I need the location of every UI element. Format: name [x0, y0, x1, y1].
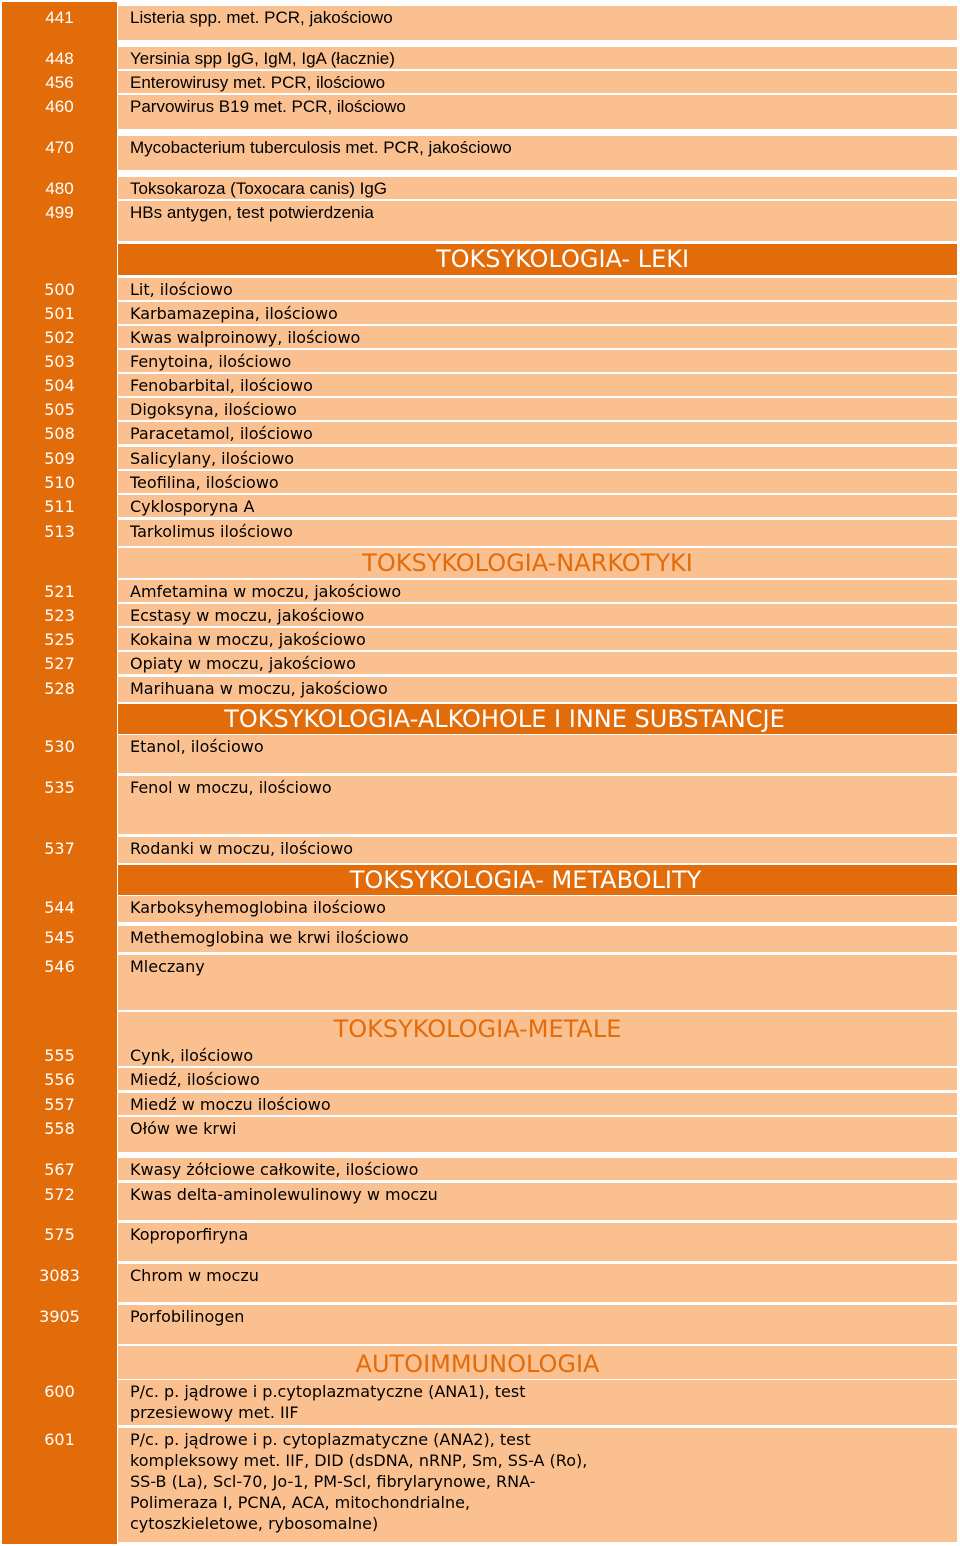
test-name: HBs antygen, test potwierdzenia: [130, 203, 374, 222]
section-header: [118, 865, 957, 895]
test-code: 555: [44, 1046, 75, 1065]
test-code: 513: [44, 522, 75, 541]
table-row: [0, 422, 960, 446]
table-row: [0, 495, 960, 519]
test-code: 500: [44, 280, 75, 299]
test-name: Porfobilinogen: [130, 1307, 245, 1326]
test-code: 505: [44, 400, 75, 419]
table-row: [0, 837, 960, 865]
section-header: [118, 1346, 957, 1379]
table-row: [0, 1044, 960, 1068]
test-code: 523: [44, 606, 75, 625]
table-row: [0, 1428, 960, 1544]
test-code: 510: [44, 473, 75, 492]
table-row: [0, 604, 960, 628]
table-row: [0, 1117, 960, 1154]
test-code: 456: [45, 73, 74, 92]
table-row: [0, 1183, 960, 1222]
table-row: [0, 776, 960, 836]
test-name: Chrom w moczu: [130, 1266, 259, 1285]
test-name: Mleczany: [130, 957, 205, 976]
table-row: [0, 896, 960, 924]
test-code: 3083: [39, 1266, 80, 1285]
test-name: P/c. p. jądrowe i p.cytoplazmatyczne (ANA1), test przesiewowy met. IIF: [130, 1382, 526, 1422]
table-row: [0, 201, 960, 243]
section-header: [118, 1012, 957, 1044]
test-name: Mycobacterium tuberculosis met. PCR, jakościowo: [130, 138, 512, 157]
test-code: 546: [44, 957, 75, 976]
test-name: Karbamazepina, ilościowo: [130, 304, 338, 323]
table-row: [0, 1264, 960, 1304]
test-code: 530: [44, 737, 75, 756]
test-code: 470: [45, 138, 74, 157]
table-row: [0, 47, 960, 71]
table-row: [0, 471, 960, 495]
test-code: 544: [44, 898, 75, 917]
table-row: [0, 628, 960, 652]
table-row: [0, 955, 960, 1012]
table-row: [0, 326, 960, 350]
table-row: [0, 350, 960, 374]
test-code: 504: [44, 376, 75, 395]
test-name: P/c. p. jądrowe i p. cytoplazmatyczne (ANA2), test kompleksowy met. IIF, DID (dsDNA, nRNP, Sm, SS-A (Ro), SS-B (La), Scl-70, Jo-1, PM-Scl, fibrylarynowe, RNA-Polimeraza I, PCNA, ACA, mitochondrialne, cytoszkieletowe, rybosomalne): [130, 1430, 588, 1533]
test-code: 528: [44, 679, 75, 698]
test-name: Salicylany, ilościowo: [130, 449, 295, 468]
test-name: Kwas walproinowy, ilościowo: [130, 328, 361, 347]
test-code: 600: [44, 1382, 75, 1401]
test-code: 3905: [39, 1307, 80, 1326]
section-title: TOKSYKOLOGIA-METALE: [333, 1015, 622, 1043]
section-title: TOKSYKOLOGIA- METABOLITY: [349, 866, 702, 894]
test-code: 567: [44, 1160, 75, 1179]
table-row: [0, 677, 960, 704]
table-row: [0, 1380, 960, 1427]
test-name: Miedź, ilościowo: [130, 1070, 260, 1089]
table-row: [0, 1158, 960, 1182]
test-code: 499: [45, 203, 74, 222]
section-header: [118, 704, 957, 734]
table-row: [0, 95, 960, 131]
section-title: TOKSYKOLOGIA-ALKOHOLE I INNE SUBSTANCJE: [224, 705, 785, 733]
table-row: [0, 580, 960, 604]
test-code: 502: [44, 328, 75, 347]
test-name: Kokaina w moczu, jakościowo: [130, 630, 366, 649]
table-row: [0, 652, 960, 676]
test-name: Fenobarbital, ilościowo: [130, 376, 313, 395]
test-name: Listeria spp. met. PCR, jakościowo: [130, 8, 393, 27]
test-code: 480: [45, 179, 74, 198]
table-row: [0, 6, 960, 42]
test-code: 558: [44, 1119, 75, 1138]
test-name: Karboksyhemoglobina ilościowo: [130, 898, 386, 917]
test-code: 601: [44, 1430, 75, 1449]
test-code: 527: [44, 654, 75, 673]
test-name: Lit, ilościowo: [130, 280, 233, 299]
test-code: 537: [44, 839, 75, 858]
test-name: Cyklosporyna A: [130, 497, 255, 516]
test-name: Opiaty w moczu, jakościowo: [130, 654, 356, 673]
table-row: [0, 447, 960, 471]
test-name: Fenol w moczu, ilościowo: [130, 778, 332, 797]
table-row: [0, 926, 960, 954]
test-name: Fenytoina, ilościowo: [130, 352, 292, 371]
table-row: [0, 302, 960, 326]
test-code: 545: [44, 928, 75, 947]
test-name: Teofilina, ilościowo: [130, 473, 279, 492]
table-row: [0, 1305, 960, 1346]
table-row: [0, 177, 960, 201]
test-code: 448: [45, 49, 74, 68]
test-name: Toksokaroza (Toxocara canis) IgG: [130, 179, 387, 198]
test-name: Marihuana w moczu, jakościowo: [130, 679, 388, 698]
table-row: [0, 136, 960, 172]
table-row: [0, 1223, 960, 1263]
section-title: TOKSYKOLOGIA- LEKI: [435, 245, 690, 273]
test-name: Tarkolimus ilościowo: [130, 522, 293, 541]
section-title: TOKSYKOLOGIA-NARKOTYKI: [362, 549, 693, 577]
test-code: 556: [44, 1070, 75, 1089]
test-name: Rodanki w moczu, ilościowo: [130, 839, 354, 858]
test-name: Cynk, ilościowo: [130, 1046, 254, 1065]
test-name: Enterowirusy met. PCR, ilościowo: [130, 73, 386, 92]
table-row: [0, 278, 960, 302]
test-code: 508: [44, 424, 75, 443]
test-code: 557: [44, 1095, 75, 1114]
test-code: 521: [44, 582, 75, 601]
section-header: [118, 244, 957, 275]
section-title: AUTOIMMUNOLOGIA: [355, 1350, 600, 1378]
test-code: 525: [44, 630, 75, 649]
test-code: 572: [44, 1185, 75, 1204]
table-row: [0, 1068, 960, 1092]
test-name: Amfetamina w moczu, jakościowo: [130, 582, 402, 601]
test-name: Ecstasy w moczu, jakościowo: [130, 606, 365, 625]
section-header: [118, 548, 957, 578]
test-code: 509: [44, 449, 75, 468]
test-name: Methemoglobina we krwi ilościowo: [130, 928, 409, 947]
test-name: Ołów we krwi: [130, 1119, 237, 1138]
test-name: Paracetamol, ilościowo: [130, 424, 313, 443]
table-row: [0, 374, 960, 398]
table-row: [0, 71, 960, 95]
test-name: Yersinia spp IgG, IgM, IgA (łacznie): [130, 49, 395, 68]
test-name: Digoksyna, ilościowo: [130, 400, 297, 419]
test-name: Koproporfiryna: [130, 1225, 249, 1244]
test-name: Miedź w moczu ilościowo: [130, 1095, 331, 1114]
table-row: [0, 735, 960, 775]
table-row: [0, 398, 960, 422]
test-name: Kwasy żółciowe całkowite, ilościowo: [130, 1160, 419, 1179]
test-name: Parvowirus B19 met. PCR, ilościowo: [130, 97, 406, 116]
test-code: 575: [44, 1225, 75, 1244]
table-row: [0, 520, 960, 548]
test-name: Etanol, ilościowo: [130, 737, 264, 756]
table-row: [0, 1093, 960, 1117]
test-code: 503: [44, 352, 75, 371]
test-code: 501: [44, 304, 75, 323]
test-code: 460: [45, 97, 74, 116]
test-code: 511: [44, 497, 75, 516]
test-code: 441: [45, 8, 74, 27]
test-code: 535: [44, 778, 75, 797]
test-name: Kwas delta-aminolewulinowy w moczu: [130, 1185, 438, 1204]
